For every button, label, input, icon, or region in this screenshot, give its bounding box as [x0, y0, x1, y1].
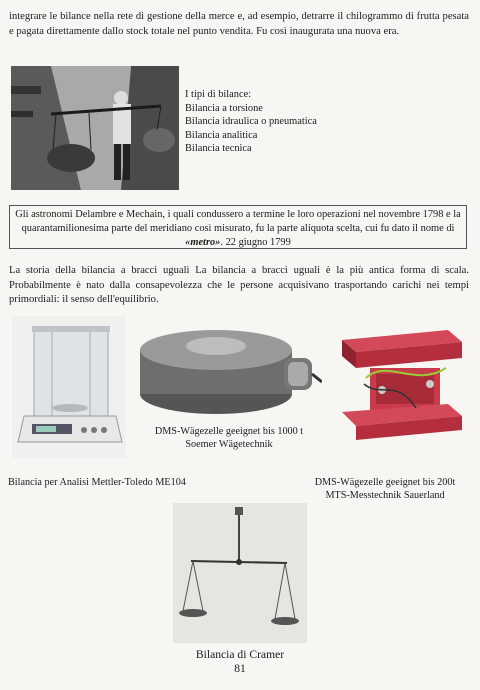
balance-types-list: [185, 88, 317, 156]
list-item: Bilancia a torsione: [185, 102, 263, 114]
quote-text: Gli astronomi Delambre e Mechain, i quali condussero a termine le loro operazioni nel novembre 1798 e la quarantamilionesima parte del meridiano così misurato, fu la parte aliquota scelta, cui fu dato il nome di: [15, 209, 461, 234]
load-cell-1000t-caption: [134, 425, 324, 451]
quote-term: «metro»: [185, 237, 221, 248]
load-cell-200t-photo: [336, 318, 466, 442]
street-vendor-photo: [11, 66, 179, 190]
caption-line: Soemer Wägetechnik: [185, 439, 273, 450]
cramer-balance-caption: Bilancia di Cramer: [195, 648, 285, 661]
analytical-balance-caption: Bilancia per Analisi Mettler-Toledo ME104: [8, 477, 186, 488]
cramer-balance-photo: [173, 503, 307, 643]
list-item: Bilancia tecnica: [185, 143, 252, 155]
analytical-balance-photo: [12, 316, 126, 458]
caption-line: DMS-Wägezelle geeignet bis 200t: [314, 477, 456, 488]
list-item: Bilancia analitica: [185, 129, 258, 141]
balance-types-heading: I tipi di bilance:: [185, 89, 252, 100]
page-number: 81: [234, 662, 246, 675]
intro-paragraph: integrare le bilance nella rete di gestione della merce e, ad esempio, detrarre il chilogrammo di frutta pesata e pagata direttamente dallo stock totale nel punto vendita. Fu così inaugurata una nuova era.: [9, 11, 469, 37]
caption-line: DMS-Wägezelle geeignet bis 1000 t: [154, 426, 304, 437]
load-cell-200t-caption: [300, 476, 470, 502]
meter-history-box: [9, 205, 467, 249]
load-cell-1000t-photo: [136, 322, 322, 418]
quote-date: . 22 giugno 1799: [220, 237, 291, 248]
history-paragraph: La storia della bilancia a bracci uguali La bilancia a bracci uguali è la più antica forma di scala. Probabilmente è nato dalla consapevolezza che le persone acquisivano trasportando carichi nei tempi primordiali: il senso dell'equilibrio.: [9, 265, 469, 305]
caption-line: MTS-Messtechnik Sauerland: [325, 490, 445, 501]
list-item: Bilancia idraulica o pneumatica: [185, 116, 317, 128]
